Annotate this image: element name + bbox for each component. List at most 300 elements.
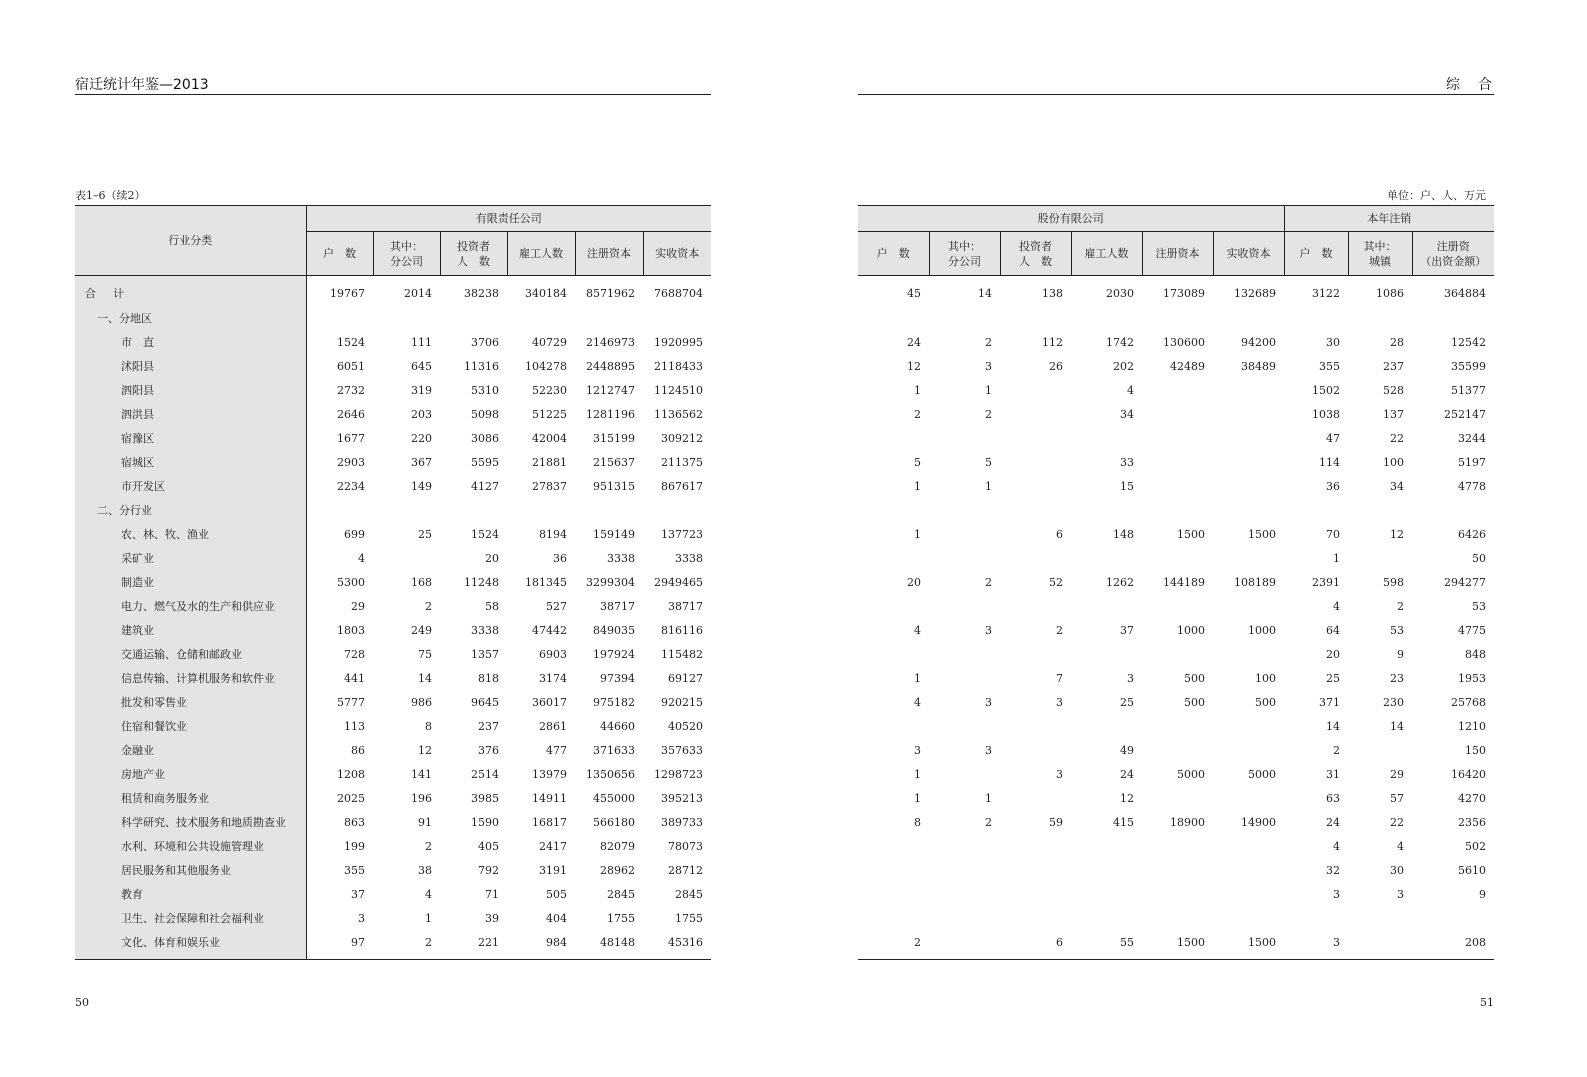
table-cell: 30 — [1390, 863, 1405, 877]
table-cell — [858, 426, 929, 450]
table-cell: 4127 — [471, 479, 499, 493]
table-cell: 34 — [1120, 407, 1134, 421]
table-cell — [929, 762, 1000, 786]
table-cell: 141 — [411, 767, 432, 781]
table-cell: 848 — [1465, 647, 1487, 661]
table-cell: 315199 — [593, 431, 635, 445]
table-cell: 211375 — [661, 455, 704, 469]
row-label: 电力、燃气及水的生产和供应业 — [75, 594, 306, 618]
table-cell — [1213, 882, 1284, 906]
table-row — [858, 858, 1494, 882]
table-cell: 1 — [914, 527, 921, 541]
table-cell: 1210 — [1458, 719, 1487, 733]
table-row — [858, 474, 1494, 498]
table-cell: 114 — [1319, 455, 1341, 469]
table-cell: 528 — [1383, 383, 1405, 397]
table-cell: 13979 — [532, 767, 567, 781]
table-cell: 47 — [1326, 431, 1341, 445]
row-label: 制造业 — [75, 570, 306, 594]
group-header: 有限责任公司 — [306, 206, 711, 232]
table-cell: 50 — [1472, 551, 1487, 565]
table-cell — [1071, 906, 1142, 930]
table-cell: 1500 — [1248, 527, 1277, 541]
table-cell: 38 — [418, 863, 432, 877]
table-cell: 1086 — [1376, 286, 1405, 300]
row-label: 租赁和商务服务业 — [75, 786, 306, 810]
table-row — [858, 690, 1494, 714]
table-cell: 53 — [1390, 623, 1405, 637]
table-cell — [1142, 858, 1213, 882]
table-cell: 1262 — [1106, 575, 1134, 589]
table-cell: 3 — [1056, 695, 1063, 709]
table-cell: 14900 — [1241, 815, 1277, 829]
table-cell: 42004 — [532, 431, 567, 445]
table-cell: 364884 — [1444, 286, 1487, 300]
table-cell — [929, 522, 1000, 546]
table-cell — [1071, 714, 1142, 738]
column-header: 户 数 — [858, 232, 929, 276]
table-cell — [575, 306, 643, 330]
table-cell: 1 — [985, 791, 992, 805]
table-cell — [1000, 450, 1071, 474]
table-row — [858, 570, 1494, 594]
table-cell — [1000, 906, 1071, 930]
table-cell: 12 — [1390, 527, 1405, 541]
table-cell: 355 — [1319, 359, 1341, 373]
table-cell: 9 — [1397, 647, 1405, 661]
table-cell: 4270 — [1458, 791, 1487, 805]
table-cell: 36 — [1326, 479, 1341, 493]
table-cell: 3706 — [471, 335, 499, 349]
table-cell — [1142, 306, 1213, 330]
table-cell: 5 — [985, 455, 992, 469]
column-header: 实收资本 — [1213, 232, 1284, 276]
table-cell — [1142, 402, 1213, 426]
table-cell: 367 — [411, 455, 432, 469]
table-cell — [858, 594, 929, 618]
table-cell: 20 — [907, 575, 921, 589]
table-cell: 294277 — [1444, 575, 1487, 589]
table-cell: 82079 — [600, 839, 635, 853]
table-cell: 1500 — [1177, 935, 1205, 949]
table-cell: 150 — [1465, 743, 1487, 757]
group-header: 本年注销 — [1284, 206, 1494, 232]
table-cell: 645 — [411, 359, 432, 373]
table-cell — [1000, 858, 1071, 882]
table-cell: 2949465 — [654, 575, 704, 589]
table-cell: 220 — [411, 431, 432, 445]
table-cell: 4 — [1127, 383, 1134, 397]
table-row — [75, 858, 711, 882]
table-cell: 1 — [914, 671, 921, 685]
table-cell: 6903 — [539, 647, 567, 661]
table-cell: 3 — [985, 743, 992, 757]
table-cell — [1142, 450, 1213, 474]
table-cell: 2861 — [539, 719, 567, 733]
table-row — [75, 714, 711, 738]
table-cell — [1071, 642, 1142, 666]
table-cell — [858, 306, 929, 330]
table-cell: 1677 — [337, 431, 365, 445]
table-cell: 97394 — [600, 671, 635, 685]
table-cell: 132689 — [1234, 286, 1277, 300]
table-cell — [373, 546, 440, 570]
table-cell: 818 — [478, 671, 499, 685]
table-cell: 4 — [1333, 839, 1341, 853]
table-cell: 2 — [985, 335, 992, 349]
table-cell — [858, 906, 929, 930]
table-cell: 986 — [411, 695, 432, 709]
table-cell: 52230 — [532, 383, 567, 397]
table-cell: 2030 — [1106, 286, 1134, 300]
table-cell: 502 — [1465, 839, 1487, 853]
table-cell: 1208 — [337, 767, 365, 781]
table-cell — [929, 426, 1000, 450]
table-cell — [858, 546, 929, 570]
table-cell: 2118433 — [654, 359, 704, 373]
table-cell: 48148 — [600, 935, 635, 949]
table-cell — [1000, 786, 1071, 810]
row-label: 住宿和餐饮业 — [75, 714, 306, 738]
row-label: 采矿业 — [75, 546, 306, 570]
table-cell: 5300 — [337, 575, 365, 589]
table-row — [75, 330, 711, 354]
table-row — [75, 498, 711, 522]
table-cell — [1000, 594, 1071, 618]
table-cell — [1284, 498, 1348, 522]
table-cell — [1348, 906, 1412, 930]
table-row — [75, 306, 711, 330]
table-cell — [858, 714, 929, 738]
table-cell: 14 — [978, 286, 992, 300]
table-cell: 984 — [546, 935, 567, 949]
table-row — [858, 522, 1494, 546]
table-cell: 29 — [351, 599, 365, 613]
table-cell: 24 — [1326, 815, 1341, 829]
table-cell: 53 — [1472, 599, 1487, 613]
table-cell — [440, 498, 507, 522]
table-cell: 867617 — [661, 479, 704, 493]
table-cell — [1071, 858, 1142, 882]
table-cell: 699 — [344, 527, 365, 541]
table-cell: 38717 — [668, 599, 704, 613]
row-label: 农、林、牧、渔业 — [75, 522, 306, 546]
table-cell — [1142, 882, 1213, 906]
table-cell: 4 — [425, 887, 432, 901]
table-cell: 1350656 — [586, 767, 635, 781]
table-cell: 69127 — [668, 671, 704, 685]
table-row — [858, 402, 1494, 426]
column-header: 雇工人数 — [1071, 232, 1142, 276]
table-cell: 15 — [1120, 479, 1134, 493]
table-cell: 2025 — [337, 791, 365, 805]
table-row — [858, 618, 1494, 642]
table-cell: 309212 — [661, 431, 704, 445]
table-cell: 30 — [1326, 335, 1341, 349]
table-cell: 24 — [907, 335, 921, 349]
table-row — [858, 810, 1494, 834]
table-cell: 104278 — [525, 359, 567, 373]
right-page — [793, 0, 1587, 1077]
table-cell: 16817 — [532, 815, 567, 829]
table-cell: 108189 — [1234, 575, 1277, 589]
table-cell: 357633 — [661, 743, 704, 757]
table-cell: 144189 — [1163, 575, 1205, 589]
table-cell: 14 — [1326, 719, 1341, 733]
table-cell: 97 — [351, 935, 365, 949]
table-cell: 249 — [411, 623, 432, 637]
table-row — [75, 570, 711, 594]
table-cell: 1 — [914, 767, 921, 781]
table-cell: 11248 — [464, 575, 499, 589]
table-cell: 3 — [358, 911, 365, 925]
table-cell: 2234 — [337, 479, 365, 493]
table-cell — [929, 306, 1000, 330]
row-label: 文化、体育和娱乐业 — [75, 930, 306, 960]
table-cell — [1412, 306, 1494, 330]
table-cell: 505 — [546, 887, 567, 901]
table-cell: 39 — [485, 911, 499, 925]
table-cell: 148 — [1113, 527, 1134, 541]
table-cell: 32 — [1326, 863, 1341, 877]
table-cell: 203 — [411, 407, 432, 421]
table-cell: 1 — [1333, 551, 1341, 565]
table-row — [858, 642, 1494, 666]
table-cell: 3299304 — [586, 575, 635, 589]
table-cell: 21881 — [532, 455, 567, 469]
table-cell — [1348, 546, 1412, 570]
table-cell: 181345 — [525, 575, 567, 589]
table-cell: 1803 — [337, 623, 365, 637]
table-row — [75, 762, 711, 786]
table-cell: 1000 — [1177, 623, 1205, 637]
table-cell — [1213, 642, 1284, 666]
table-cell: 7 — [1056, 671, 1063, 685]
table-cell: 500 — [1255, 695, 1277, 709]
table-cell: 111 — [411, 335, 432, 349]
row-label: 市开发区 — [75, 474, 306, 498]
table-cell — [1213, 546, 1284, 570]
table-cell: 319 — [411, 383, 432, 397]
column-header: 雇工人数 — [507, 232, 575, 276]
table-row — [858, 714, 1494, 738]
row-label: 金融业 — [75, 738, 306, 762]
table-cell: 1500 — [1177, 527, 1205, 541]
table-cell: 395213 — [661, 791, 704, 805]
row-label: 科学研究、技术服务和地质勘查业 — [75, 810, 306, 834]
table-row — [75, 786, 711, 810]
table-cell: 2 — [985, 575, 992, 589]
table-cell: 38238 — [464, 286, 499, 300]
table-cell: 130600 — [1163, 335, 1205, 349]
table-row — [858, 378, 1494, 402]
table-cell — [1348, 498, 1412, 522]
table-cell: 44660 — [600, 719, 635, 733]
table-cell: 1136562 — [654, 407, 704, 421]
table-cell: 23 — [1390, 671, 1405, 685]
table-cell: 4 — [914, 623, 921, 637]
table-cell: 138 — [1042, 286, 1063, 300]
table-cell: 3 — [914, 743, 921, 757]
table-row — [858, 330, 1494, 354]
table-cell: 12 — [907, 359, 921, 373]
table-cell: 196 — [411, 791, 432, 805]
table-cell: 3 — [1056, 767, 1063, 781]
table-cell — [1142, 474, 1213, 498]
table-cell — [1142, 546, 1213, 570]
table-cell: 8194 — [539, 527, 567, 541]
header-rule — [75, 94, 711, 95]
table-cell — [1412, 498, 1494, 522]
table-cell: 2391 — [1312, 575, 1341, 589]
table-row — [75, 276, 711, 307]
table-cell — [1213, 738, 1284, 762]
table-cell: 1 — [914, 479, 921, 493]
table-cell: 42489 — [1170, 359, 1205, 373]
table-cell — [1000, 714, 1071, 738]
table-cell: 40729 — [532, 335, 567, 349]
table-cell — [929, 714, 1000, 738]
table-cell: 3 — [1333, 887, 1341, 901]
table-cell — [1213, 306, 1284, 330]
unit-note: 单位：户、人、万元 — [1387, 189, 1486, 202]
table-cell: 59 — [1049, 815, 1063, 829]
table-cell: 63 — [1326, 791, 1341, 805]
table-cell — [929, 666, 1000, 690]
table-cell: 237 — [1383, 359, 1405, 373]
table-cell: 355 — [344, 863, 365, 877]
table-cell — [1000, 642, 1071, 666]
column-header: 注册资本 — [575, 232, 643, 276]
table-cell: 3122 — [1312, 286, 1341, 300]
table-cell — [858, 834, 929, 858]
table-cell: 137723 — [661, 527, 704, 541]
row-label: 卫生、社会保障和社会福利业 — [75, 906, 306, 930]
table-cell: 2646 — [337, 407, 365, 421]
data-table-left — [75, 205, 711, 960]
table-cell: 951315 — [593, 479, 635, 493]
table-cell: 455000 — [593, 791, 635, 805]
table-cell: 1281196 — [586, 407, 635, 421]
row-label: 宿城区 — [75, 450, 306, 474]
table-cell: 2 — [1397, 599, 1405, 613]
table-cell: 9 — [1479, 887, 1487, 901]
table-cell: 371633 — [593, 743, 635, 757]
table-cell: 75 — [418, 647, 432, 661]
row-label: 泗洪县 — [75, 402, 306, 426]
table-cell: 1000 — [1248, 623, 1277, 637]
table-cell — [1213, 450, 1284, 474]
table-cell — [1213, 402, 1284, 426]
table-cell: 5098 — [471, 407, 499, 421]
table-cell: 1 — [914, 791, 921, 805]
table-row — [75, 474, 711, 498]
table-cell — [929, 858, 1000, 882]
table-cell: 100 — [1383, 455, 1405, 469]
table-cell: 173089 — [1163, 286, 1205, 300]
table-cell — [1000, 834, 1071, 858]
table-cell: 57 — [1390, 791, 1405, 805]
row-label: 二、分行业 — [75, 498, 306, 522]
row-label: 居民服务和其他服务业 — [75, 858, 306, 882]
table-cell — [440, 306, 507, 330]
table-cell: 113 — [344, 719, 365, 733]
table-cell: 12542 — [1451, 335, 1487, 349]
table-cell: 6426 — [1458, 527, 1487, 541]
table-cell: 14 — [1390, 719, 1405, 733]
table-cell: 20 — [1326, 647, 1341, 661]
table-row — [858, 594, 1494, 618]
table-cell — [1348, 306, 1412, 330]
table-row — [858, 930, 1494, 960]
table-cell: 3 — [985, 359, 992, 373]
table-cell: 340184 — [525, 286, 567, 300]
table-cell — [643, 306, 711, 330]
row-label: 教育 — [75, 882, 306, 906]
table-cell — [1142, 378, 1213, 402]
table-cell: 2514 — [471, 767, 499, 781]
table-cell: 1524 — [471, 527, 499, 541]
table-cell — [1071, 306, 1142, 330]
header-rule — [858, 94, 1494, 95]
table-cell: 115482 — [661, 647, 704, 661]
table-cell — [929, 930, 1000, 960]
table-cell: 2 — [1333, 743, 1341, 757]
table-cell — [1071, 426, 1142, 450]
table-cell: 415 — [1113, 815, 1134, 829]
table-cell: 2 — [425, 599, 432, 613]
table-cell: 137 — [1383, 407, 1405, 421]
table-cell: 22 — [1390, 815, 1405, 829]
table-cell: 12 — [418, 743, 432, 757]
row-label: 房地产业 — [75, 762, 306, 786]
table-cell — [858, 882, 929, 906]
table-cell — [1071, 834, 1142, 858]
table-cell: 2903 — [337, 455, 365, 469]
table-cell: 3338 — [675, 551, 704, 565]
table-cell: 2 — [985, 815, 992, 829]
table-cell — [1213, 786, 1284, 810]
table-cell — [1071, 546, 1142, 570]
table-cell: 5777 — [337, 695, 365, 709]
row-label: 市 直 — [75, 330, 306, 354]
table-cell: 28962 — [600, 863, 635, 877]
table-cell: 8571962 — [586, 286, 635, 300]
column-header: 注册资 （出资金额） — [1412, 232, 1494, 276]
table-cell — [1000, 402, 1071, 426]
table-cell: 477 — [546, 743, 567, 757]
column-header: 注册资本 — [1142, 232, 1213, 276]
table-cell: 252147 — [1444, 407, 1487, 421]
table-cell — [1000, 474, 1071, 498]
table-cell: 1502 — [1312, 383, 1341, 397]
table-cell: 2732 — [337, 383, 365, 397]
table-row — [75, 426, 711, 450]
table-cell — [1000, 738, 1071, 762]
table-cell: 94200 — [1241, 335, 1277, 349]
table-cell: 371 — [1319, 695, 1341, 709]
table-row — [75, 906, 711, 930]
table-cell: 237 — [478, 719, 499, 733]
table-cell — [373, 498, 440, 522]
table-row — [75, 834, 711, 858]
table-cell: 2845 — [675, 887, 704, 901]
table-cell: 25 — [1120, 695, 1134, 709]
table-cell: 3338 — [607, 551, 635, 565]
table-cell: 4 — [914, 695, 921, 709]
table-cell: 27837 — [532, 479, 567, 493]
table-cell: 500 — [1184, 671, 1205, 685]
